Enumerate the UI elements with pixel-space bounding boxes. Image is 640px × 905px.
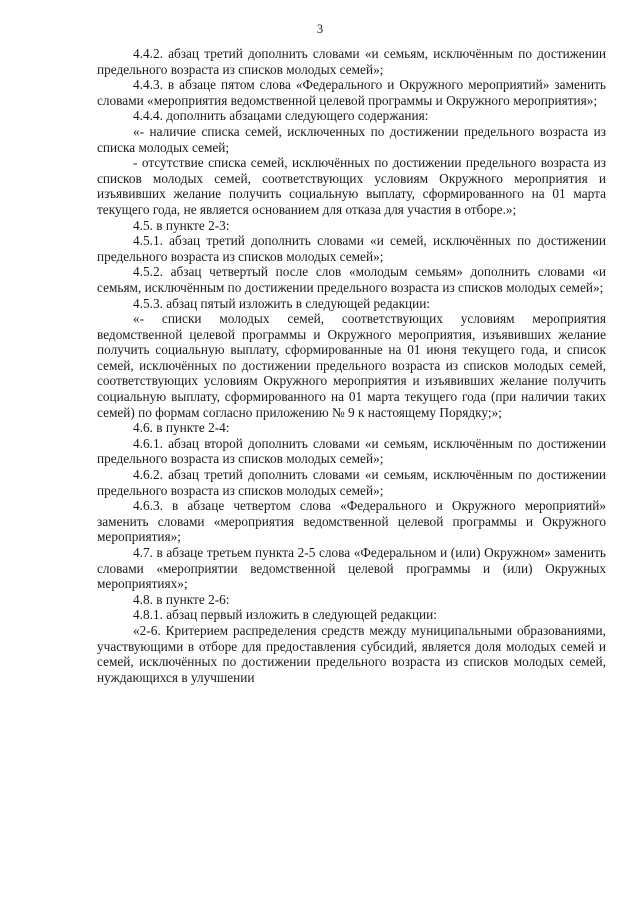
- paragraph-4-5: 4.5. в пункте 2-3:: [133, 217, 230, 233]
- paragraph-4-6-3: 4.6.3. в абзаце четвертом слова «Федерального и Окружного мероприятий» заменить словами «мероприятия ведомственной целевой программы и Окружного мероприятия»;: [97, 498, 606, 545]
- paragraph-4-5-3: 4.5.3. абзац пятый изложить в следующей редакции:: [133, 295, 431, 311]
- paragraph-4-8: 4.8. в пункте 2-6:: [133, 591, 230, 607]
- paragraph-lists-of-families: «- списки молодых семей, соответствующих условиям мероприятия ведомственной целевой программы и Окружного мероприятия, изъявивших желание получить социальную выплату, сформированные на 01 июня текущего года, и список семей, исключённых по достижении предельного возраста из списков молодых семей, соответствующих условиям Окружного мероприятия и изъявивших желание получить социальную выплату, сформированного на 01 марта текущего года (при наличии таких семей) по формам согласно приложению № 9 к настоящему Порядку;»;: [97, 311, 606, 420]
- document-body: [97, 46, 606, 685]
- paragraph-4-4-3: 4.4.3. в абзаце пятом слова «Федерального и Окружного мероприятий» заменить словами «мероприятия ведомственной целевой программы и Окружного мероприятия»;: [97, 77, 606, 108]
- paragraph-4-6-2: 4.6.2. абзац третий дополнить словами «и семьям, исключённым по достижении предельного возраста из списков молодых семей»;: [97, 467, 606, 498]
- paragraph-4-4-2: 4.4.2. абзац третий дополнить словами «и семьям, исключённым по достижении предельного возраста из списков молодых семей»;: [97, 46, 606, 77]
- paragraph-4-6-1: 4.6.1. абзац второй дополнить словами «и семьям, исключённым по достижении предельного возраста из списков молодых семей»;: [97, 435, 606, 467]
- paragraph-4-5-1: 4.5.1. абзац третий дополнить словами «и семей, исключённых по достижении предельного возраста из списков молодых семей»;: [97, 233, 606, 264]
- paragraph-4-4-4: 4.4.4. дополнить абзацами следующего содержания:: [133, 108, 429, 124]
- paragraph-4-6: 4.6. в пункте 2-4:: [133, 420, 230, 436]
- paragraph-bullet-list-presence: «- наличие списка семей, исключенных по достижении предельного возраста из списка молодых семей;: [97, 123, 606, 155]
- paragraph-4-7: 4.7. в абзаце третьем пункта 2-5 слова «Федеральном и (или) Окружном» заменить словами «мероприятии ведомственной целевой программы и (или) Окружных мероприятиях»;: [97, 545, 606, 592]
- paragraph-4-5-2: 4.5.2. абзац четвертый после слов «молодым семьям» дополнить словами «и семьям, исключённым по достижении предельного возраста из списков молодых семей»;: [97, 264, 606, 295]
- paragraph-4-8-1: 4.8.1. абзац первый изложить в следующей редакции:: [133, 607, 437, 623]
- page-number: 3: [316, 22, 324, 36]
- paragraph-2-6-criterion: «2-6. Критерием распределения средств между муниципальными образованиями, участвующими в отборе для предоставления субсидий, является доля молодых семей и семей, исключённых по достижении предельного возраста из списков молодых семей, нуждающихся в улучшении: [97, 622, 606, 685]
- paragraph-bullet-list-absence: - отсутствие списка семей, исключённых по достижении предельного возраста из списков молодых семей, соответствующих условиям Окружного мероприятия и изъявивших желание получить социальную выплату, сформированного на 01 марта текущего года, не является основанием для отказа для участия в отборе.»;: [97, 155, 606, 217]
